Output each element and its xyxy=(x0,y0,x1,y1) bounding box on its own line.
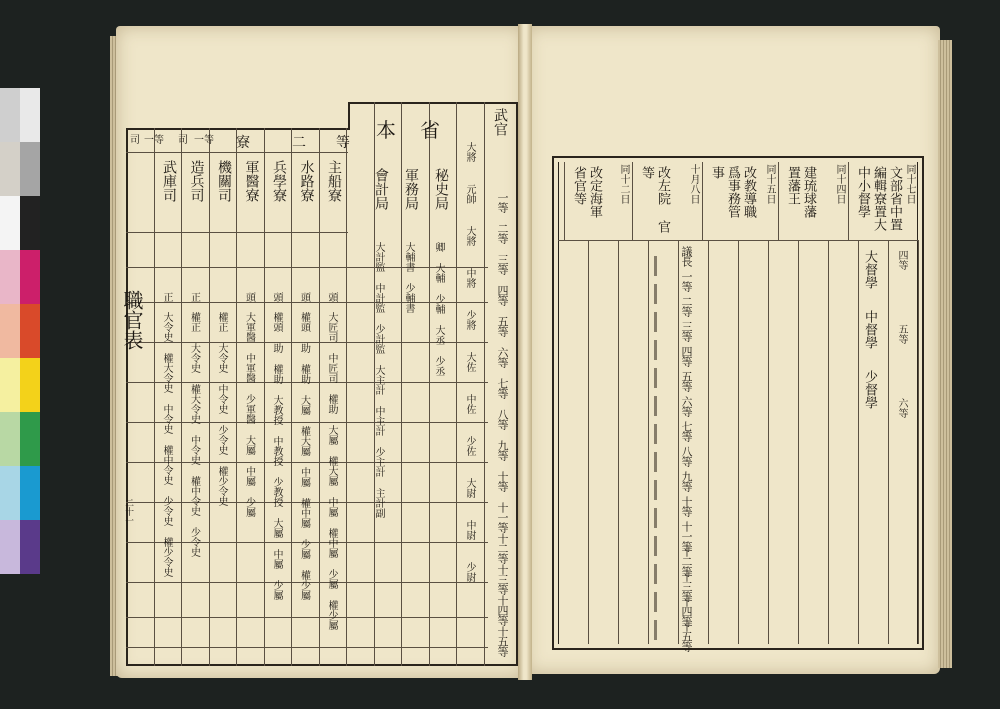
column-divider xyxy=(291,128,292,666)
table-border-left xyxy=(126,128,128,666)
grade-label: 十三等 xyxy=(496,564,509,594)
column-divider xyxy=(888,240,889,644)
column-divider xyxy=(154,128,155,666)
ink-text-line xyxy=(654,368,657,388)
column-divider xyxy=(828,240,829,644)
column-divider xyxy=(648,240,649,644)
wu-rank: 少尉 xyxy=(464,562,475,582)
office-name: 主船寮 xyxy=(326,160,342,202)
color-swatch xyxy=(20,520,40,574)
table-border-bottom xyxy=(552,648,924,650)
grade-label: 八等 xyxy=(496,409,509,429)
column-divider xyxy=(181,128,182,666)
grade-label: 七等 xyxy=(496,378,509,398)
office-name: 水路寮 xyxy=(298,160,315,202)
note-divider xyxy=(632,162,633,240)
grade-label: 十四等 xyxy=(496,595,509,625)
office-detail: 權正 大令史 中令史 少令史 權少令史 xyxy=(216,312,227,506)
grade-label: 三等 xyxy=(496,254,509,274)
ink-text-line xyxy=(654,480,657,500)
color-swatch xyxy=(20,88,40,142)
ink-text-line xyxy=(654,284,657,304)
wu-rank: 中佐 xyxy=(464,394,475,414)
office-detail: 權頭 助 權助 大教授 中教授 少教授 大屬 中屬 少屬 xyxy=(271,312,282,600)
grade-label: 十一等 xyxy=(496,502,509,532)
wu-header: 武官 xyxy=(492,108,508,136)
ink-text-line xyxy=(654,536,657,556)
ink-text-line xyxy=(654,452,657,472)
column-divider xyxy=(858,240,859,644)
office-name: 兵學寮 xyxy=(271,160,287,202)
office-detail: 大匠司 中匠司 權助 大屬 權大屬 中屬 權中屬 少屬 權少屬 xyxy=(326,312,337,630)
sain-grade: 十三等 xyxy=(680,571,693,601)
grade-label: 四等 xyxy=(496,285,509,305)
color-swatch xyxy=(20,466,40,520)
color-swatch xyxy=(0,250,20,304)
office-head: 頭 xyxy=(243,292,255,302)
color-swatch xyxy=(0,466,20,520)
office-head: 正 xyxy=(161,292,172,302)
nito-header: 二等 xyxy=(292,135,380,151)
edu-grade: 五等 xyxy=(896,324,907,344)
sain-grade: 八等 xyxy=(680,446,693,466)
sain-grade: 十一等 xyxy=(680,521,693,551)
page-edge-right xyxy=(938,40,952,668)
color-swatch xyxy=(20,304,40,358)
office-detail: 權正 大令史 權大令史 中令史 權中令史 少令史 xyxy=(188,312,200,557)
table-border-right xyxy=(516,102,518,666)
note-text: 改教導職 爲事務管 事 xyxy=(709,166,756,218)
sain-grade: 十五等 xyxy=(680,621,693,651)
note-text: 改定海軍 省官等 xyxy=(571,166,602,218)
note-date: 同十二日 xyxy=(618,164,629,204)
sain-grade: 二等 xyxy=(680,296,693,316)
office-detail: 權頭 助 權助 大屬 權大屬 中屬 權中屬 少屬 權少屬 xyxy=(298,312,310,600)
note-text: 文部省中置 編輯寮置大 中小督學 xyxy=(855,166,902,231)
color-swatch xyxy=(0,142,20,196)
bureau-detail: 卿 大輔 少輔 大丞 少丞 xyxy=(433,242,444,376)
color-swatch xyxy=(20,250,40,304)
color-swatch xyxy=(0,304,20,358)
grade-label: 一等 xyxy=(496,192,509,212)
grade-label: 五等 xyxy=(496,316,509,336)
wu-rank: 少將 xyxy=(464,310,475,330)
table-border-top xyxy=(552,156,924,158)
ryo-header: 寮 xyxy=(236,135,250,151)
grade-label: 九等 xyxy=(496,440,509,460)
sain-grade: 議長 xyxy=(680,246,693,266)
column-divider xyxy=(738,240,739,644)
shi-header-1: 司 xyxy=(178,135,188,146)
color-swatch xyxy=(0,88,20,142)
note-divider xyxy=(702,162,703,240)
ink-text-line xyxy=(654,592,657,612)
color-swatch xyxy=(0,358,20,412)
grade-label: 十等 xyxy=(496,471,509,491)
bureau-name: 軍務局 xyxy=(403,168,419,210)
ink-text-line xyxy=(654,564,657,584)
bureau-detail: 大輔書 少輔書 xyxy=(403,242,414,313)
office-head: 正 xyxy=(188,292,200,302)
office-detail: 大軍醫 中軍醫 少軍醫 大屬 中屬 少屬 xyxy=(243,312,255,517)
wu-rank: 大佐 xyxy=(464,352,475,372)
column-divider xyxy=(618,240,619,644)
color-swatch xyxy=(20,358,40,412)
ink-text-line xyxy=(654,508,657,528)
table-border-left-inner xyxy=(558,162,559,644)
note-date: 同十七日 xyxy=(904,164,915,204)
office-head: 頭 xyxy=(326,292,337,302)
sain-grade: 十二等 xyxy=(680,546,693,576)
wu-rank: 少佐 xyxy=(464,436,475,456)
ink-text-line xyxy=(654,424,657,444)
grade-label: 十五等 xyxy=(496,626,509,656)
color-swatch xyxy=(20,196,40,250)
ink-text-line xyxy=(654,620,657,640)
wu-rank: 中尉 xyxy=(464,520,475,540)
page-number: 二十一 xyxy=(123,498,133,525)
office-head: 頭 xyxy=(271,292,282,302)
rank-table-left xyxy=(126,92,518,666)
note-divider xyxy=(564,162,565,240)
grade-label: 六等 xyxy=(496,347,509,367)
note-date: 十月八日 xyxy=(688,164,699,204)
column-divider xyxy=(209,128,210,666)
sain-grade: 七等 xyxy=(680,421,693,441)
color-swatch xyxy=(0,412,20,466)
grade-label: 二等 xyxy=(496,223,509,243)
edu-rank: 大督學 xyxy=(862,250,877,289)
note-divider xyxy=(778,162,779,240)
shi-header-2: 司 xyxy=(130,135,140,146)
table-border-right xyxy=(922,156,924,650)
ink-text-line xyxy=(654,396,657,416)
column-divider xyxy=(236,128,237,666)
column-divider xyxy=(918,240,919,644)
note-divider xyxy=(848,162,849,240)
column-divider xyxy=(346,128,347,666)
bureau-name: 會計局 xyxy=(373,168,389,210)
color-calibration-strip xyxy=(0,88,40,578)
ink-text-line xyxy=(654,256,657,276)
margin-title: 職官表 xyxy=(120,290,144,350)
itto-header-1: 一等 xyxy=(194,135,214,146)
office-name: 機關司 xyxy=(216,160,232,202)
column-divider xyxy=(264,128,265,666)
note-date: 同十四日 xyxy=(834,164,845,204)
column-divider xyxy=(708,240,709,644)
edu-rank: 少督學 xyxy=(862,370,877,409)
office-detail: 大令史 權大令史 中令史 權中令史 少令史 權少令史 xyxy=(161,312,172,577)
book-gutter xyxy=(518,24,532,680)
wu-rank: 中將 xyxy=(464,268,475,288)
ink-text-line xyxy=(654,312,657,332)
grade-label: 十二等 xyxy=(496,533,509,563)
bureau-name: 秘史局 xyxy=(433,168,449,210)
sain-grade: 一等 xyxy=(680,271,693,291)
table-border-bottom xyxy=(126,664,518,666)
office-name: 軍醫寮 xyxy=(243,160,260,202)
sain-grade: 五等 xyxy=(680,371,693,391)
note-date: 同十五日 xyxy=(764,164,775,204)
wu-rank: 元帥 xyxy=(464,184,475,204)
column-divider xyxy=(798,240,799,644)
wu-rank: 大將 xyxy=(464,226,475,246)
column-divider xyxy=(588,240,589,644)
ink-text-line xyxy=(654,340,657,360)
table-border-top-step xyxy=(348,102,350,130)
edu-rank: 中督學 xyxy=(862,310,877,349)
edu-grade: 六等 xyxy=(896,398,907,418)
table-border-left xyxy=(552,156,554,650)
rank-table-right xyxy=(552,156,924,650)
office-name: 造兵司 xyxy=(188,160,205,202)
note-text: 建琉球藩 置藩王 xyxy=(785,166,816,218)
wu-rank: 大尉 xyxy=(464,478,475,498)
color-swatch xyxy=(0,520,20,574)
honsho-header: 本省 xyxy=(376,118,464,142)
table-border-top xyxy=(126,128,348,130)
column-divider xyxy=(768,240,769,644)
note-text: 改左院 官等 xyxy=(639,166,670,233)
color-swatch xyxy=(20,142,40,196)
bureau-detail: 大計監 中計監 少計監 大主計 中主計 少主計 主計副 xyxy=(373,242,384,518)
header-divider xyxy=(126,152,348,153)
sain-grade: 六等 xyxy=(680,396,693,416)
sain-grade: 九等 xyxy=(680,471,693,491)
office-head: 頭 xyxy=(298,292,310,302)
color-swatch xyxy=(20,412,40,466)
sain-grade: 十四等 xyxy=(680,596,693,626)
office-name: 武庫司 xyxy=(161,160,177,202)
header-divider-2 xyxy=(126,232,348,233)
edu-grade: 四等 xyxy=(896,250,907,270)
sain-grade: 十等 xyxy=(680,496,693,516)
sain-grade: 四等 xyxy=(680,346,693,366)
itto-header-2: 一等 xyxy=(144,135,164,146)
wu-rank: 大將 xyxy=(464,142,475,162)
sain-grade: 三等 xyxy=(680,321,693,341)
column-divider xyxy=(319,128,320,666)
color-swatch xyxy=(0,196,20,250)
